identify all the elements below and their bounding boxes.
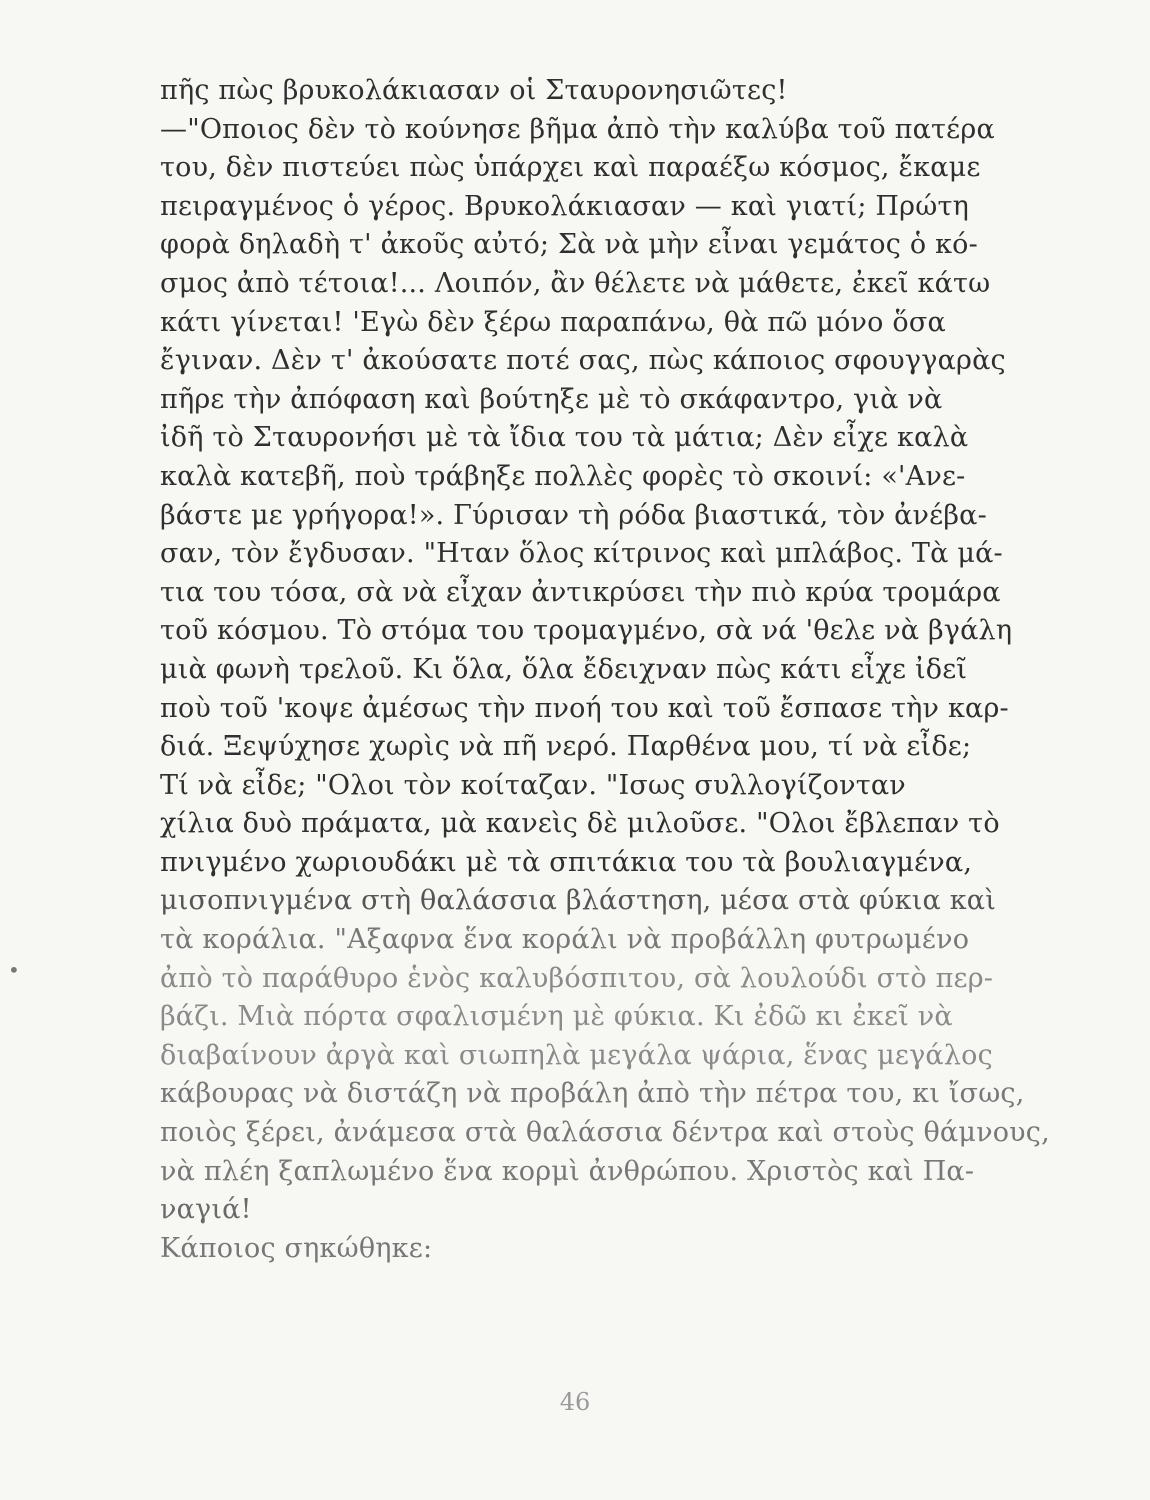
text-line: νὰ πλέη ξαπλωμένο ἕνα κορμὶ ἀνθρώπου. Χριστὸς καὶ Πα-	[160, 1155, 975, 1187]
text-line: διά. Ξεψύχησε χωρὶς νὰ πῆ νερό. Παρθένα μου, τί νὰ εἶδε;	[160, 731, 972, 763]
text-line: φορὰ δηλαδὴ τ' ἀκοῦς αὐτό; Σὰ νὰ μὴν εἶναι γεμάτος ὁ κό-	[160, 229, 978, 261]
text-line: ἔγιναν. Δὲν τ' ἀκούσατε ποτέ σας, πὼς κάποιος σφουγγαρὰς	[160, 345, 1006, 377]
page-text	[160, 72, 1050, 1268]
text-line: τια του τόσα, σὰ νὰ εἶχαν ἀντικρύσει τὴν πιὸ κρύα τρομάρα	[160, 576, 1001, 608]
text-line: κάβουρας νὰ διστάζη νὰ προβάλη ἀπὸ τὴν πέτρα του, κι ἴσως,	[160, 1078, 1025, 1110]
text-line: βάζι. Μιὰ πόρτα σφαλισμένη μὲ φύκια. Κι ἐδῶ κι ἐκεῖ νὰ	[160, 1001, 953, 1033]
text-line: μιὰ φωνὴ τρελοῦ. Κι ὅλα, ὅλα ἔδειχναν πὼς κάτι εἶχε ἰδεῖ	[160, 653, 968, 685]
text-line: βάστε με γρήγορα!». Γύρισαν τὴ ρόδα βιαστικά, τὸν ἀνέβα-	[160, 499, 987, 531]
text-line: μισοπνιγμένα στὴ θαλάσσια βλάστηση, μέσα στὰ φύκια καὶ	[160, 885, 997, 917]
text-line: Κάποιος σηκώθηκε:	[160, 1232, 433, 1264]
text-line: ἰδῆ τὸ Σταυρονήσι μὲ τὰ ἴδια του τὰ μάτια; Δὲν εἶχε καλὰ	[160, 422, 969, 454]
text-line: σαν, τὸν ἔγδυσαν. "Ηταν ὅλος κίτρινος καὶ μπλάβος. Τὰ μά-	[160, 538, 1003, 570]
text-line: διαβαίνουν ἀργὰ καὶ σιωπηλὰ μεγάλα ψάρια, ἕνας μεγάλος	[160, 1039, 993, 1071]
text-line: Τί νὰ εἶδε; "Ολοι τὸν κοίταζαν. "Ισως συλλογίζονταν	[160, 769, 906, 801]
text-line: ἀπὸ τὸ παράθυρο ἑνὸς καλυβόσπιτου, σὰ λουλούδι στὸ περ-	[160, 962, 994, 994]
text-line: ναγιά!	[160, 1194, 252, 1226]
text-line: πνιγμένο χωριουδάκι μὲ τὰ σπιτάκια του τὰ βουλιαγμένα,	[160, 846, 973, 878]
text-line: τὰ κοράλια. "Αξαφνα ἕνα κοράλι νὰ προβάλλη φυτρωμένο	[160, 924, 970, 956]
text-line: —"Οποιος δὲν τὸ κούνησε βῆμα ἀπὸ τὴν καλύβα τοῦ πατέρα	[160, 113, 995, 145]
text-line: κάτι γίνεται! 'Εγὼ δὲν ξέρω παραπάνω, θὰ πῶ μόνο ὅσα	[160, 306, 946, 338]
text-line: πῆς πὼς βρυκολάκιασαν οἱ Σταυρονησιῶτες!	[160, 75, 788, 106]
page-number: 46	[559, 1388, 591, 1416]
text-line: πῆρε τὴν ἀπόφαση καὶ βούτηξε μὲ τὸ σκάφαντρο, γιὰ νὰ	[160, 383, 943, 415]
text-line: χίλια δυὸ πράματα, μὰ κανεὶς δὲ μιλοῦσε. "Ολοι ἔβλεπαν τὸ	[160, 808, 1000, 840]
text-line: σμος ἀπὸ τέτοια!... Λοιπόν, ἂν θέλετε νὰ μάθετε, ἐκεῖ κάτω	[160, 267, 991, 299]
text-line: πειραγμένος ὁ γέρος. Βρυκολάκιασαν — καὶ γιατί; Πρώτη	[160, 190, 969, 222]
text-line: τοῦ κόσμου. Τὸ στόμα του τρομαγμένο, σὰ νά 'θελε νὰ βγάλη	[160, 615, 1013, 647]
text-line: ποὺ τοῦ 'κοψε ἀμέσως τὴν πνοή του καὶ τοῦ ἔσπασε τὴν καρ-	[160, 692, 1009, 724]
text-line: καλὰ κατεβῆ, ποὺ τράβηξε πολλὲς φορὲς τὸ σκοινί: «'Ανε-	[160, 460, 966, 492]
text-line: του, δὲν πιστεύει πὼς ὑπάρχει καὶ παραέξω κόσμος, ἔκαμε	[160, 152, 981, 184]
margin-mark: •	[8, 958, 20, 982]
text-line: ποιὸς ξέρει, ἀνάμεσα στὰ θαλάσσια δέντρα καὶ στοὺς θάμνους,	[160, 1117, 1050, 1149]
